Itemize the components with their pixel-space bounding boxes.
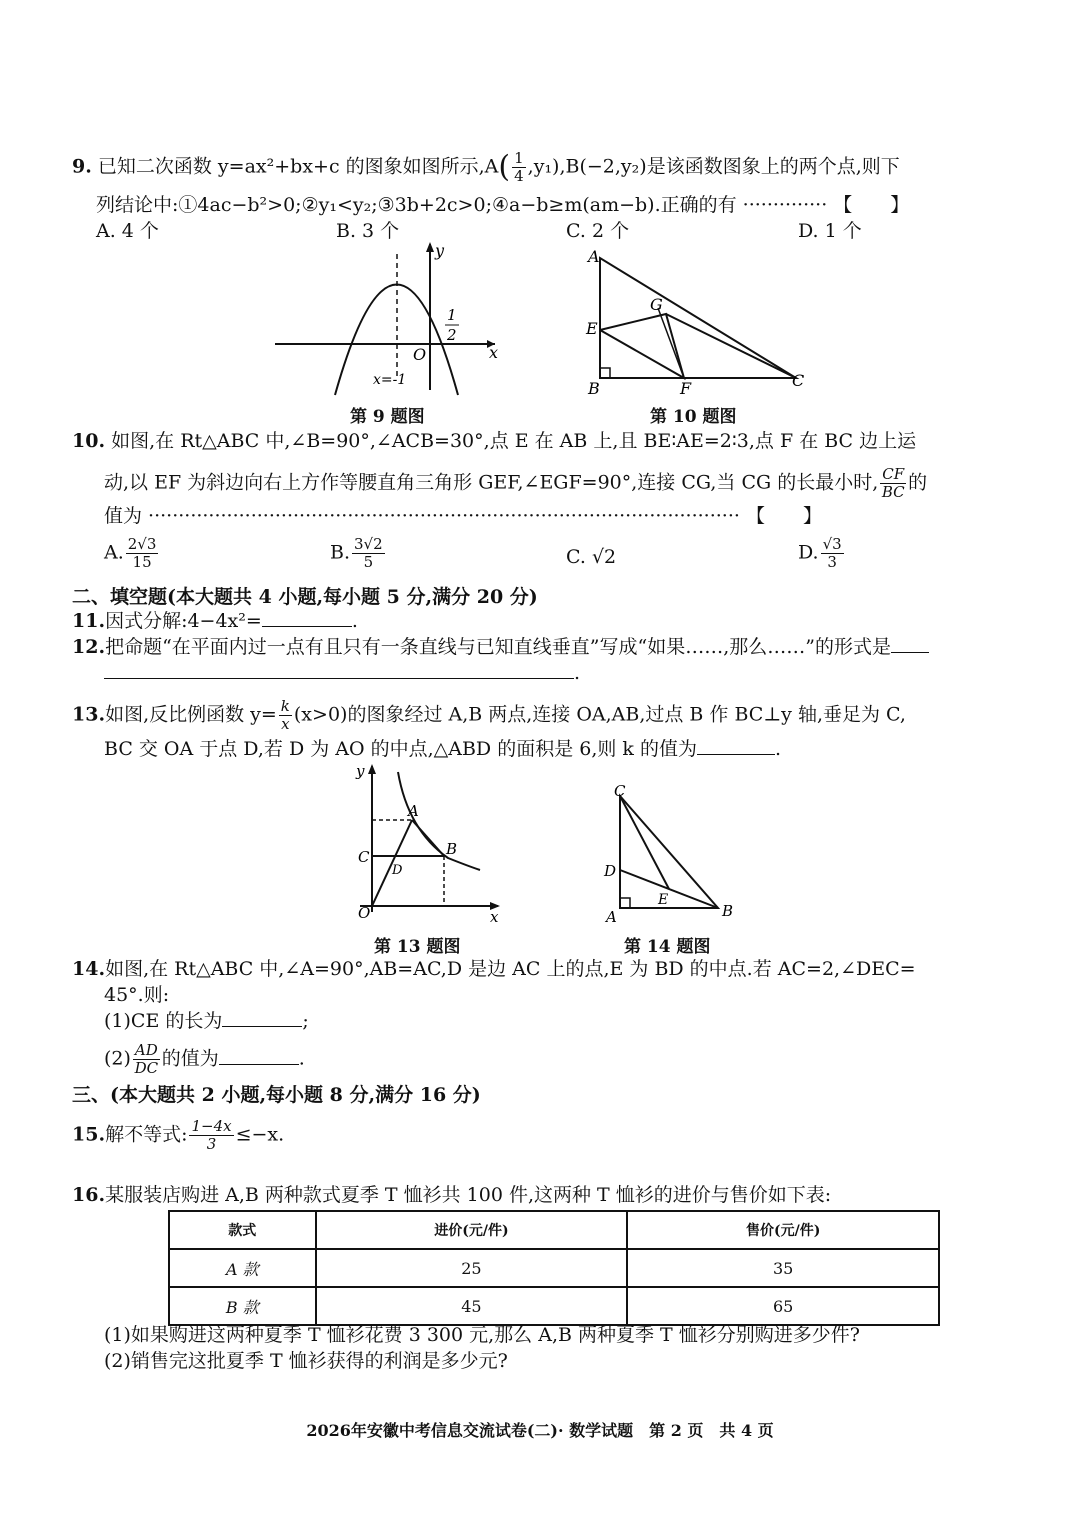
svg-text:C: C xyxy=(358,848,370,866)
q9-figure-parabola xyxy=(275,240,515,400)
svg-text:E: E xyxy=(586,319,598,338)
q12-answer-line: . xyxy=(104,660,580,686)
y-axis-label: y xyxy=(435,241,445,260)
q10-figure-triangle xyxy=(586,247,826,400)
table-row: A 款 25 35 xyxy=(169,1249,939,1287)
q10-line2: 动,以 EF 为斜边向右上方作等腰直角三角形 GEF,∠EGF=90°,连接 CG,当 CG 的长最小时, $\frac{CF}{BC}$ 的 xyxy=(104,465,928,501)
svg-text:D: D xyxy=(604,862,617,880)
svg-text:G: G xyxy=(650,295,663,314)
q10-number: 10. xyxy=(72,430,106,452)
q10-option-b: B. $\frac{3√2}{5}$ xyxy=(330,535,383,571)
q10-line1: 10. 如图,在 Rt△ABC 中,∠B=90°,∠ACB=30°,点 E 在 AB 上,且 BE∶AE=2∶3,点 F 在 BC 边上运 xyxy=(72,430,917,452)
q10-figure-caption: 第 10 题图 xyxy=(650,407,737,427)
q14-line1: 14.如图,在 Rt△ABC 中,∠A=90°,AB=AC,D 是边 AC 上的点,E 为 BD 的中点.若 AC=2,∠DEC= xyxy=(72,958,916,980)
q11-line: 11.因式分解:4−4x²= . xyxy=(72,610,358,632)
svg-text:F: F xyxy=(680,379,692,398)
q10-line3: 值为 ·································································································· 【 】 xyxy=(104,505,822,527)
svg-text:C: C xyxy=(614,782,626,800)
q10-option-c: C. √2 xyxy=(566,546,617,568)
svg-text:B: B xyxy=(588,379,600,398)
q9-figure-caption: 第 9 题图 xyxy=(350,407,425,427)
svg-text:D: D xyxy=(392,863,403,878)
q16-line: 16.某服装店购进 A,B 两种款式夏季 T 恤衫共 100 件,这两种 T 恤衫的进价与售价如下表: xyxy=(72,1184,832,1206)
svg-text:A: A xyxy=(408,802,419,820)
q12-line: 12.把命题“在平面内过一点有且只有一条直线与已知直线垂直”写成“如果……,那么……”的形式是 xyxy=(72,634,929,660)
x-axis-label: x xyxy=(489,343,499,362)
q14-figure-triangle xyxy=(600,784,740,924)
section-2-heading: 二、填空题(本大题共 4 小题,每小题 5 分,满分 20 分) xyxy=(72,586,538,608)
q16-price-table xyxy=(168,1210,940,1326)
q13-figure-hyperbola xyxy=(350,762,510,926)
symmetry-axis-label: x=-1 xyxy=(373,372,407,388)
svg-text:1: 1 xyxy=(447,306,457,324)
svg-text:B: B xyxy=(446,840,458,858)
svg-text:B: B xyxy=(722,902,734,920)
q9-option-c: C. 2 个 xyxy=(566,220,630,242)
q15-line: 15.解不等式: $\frac{1-4x}{3}$ ≤−x. xyxy=(72,1117,285,1153)
q10-option-d: D. $\frac{√3}{3}$ xyxy=(798,535,842,571)
svg-text:2: 2 xyxy=(447,326,457,344)
q13-figure-caption: 第 13 题图 xyxy=(374,937,461,957)
q9-line2: 列结论中:①4ac−b²>0;②y₁<y₂;③3b+2c>0;④a−b≥m(am−b).正确的有 ·············· 【 】 xyxy=(96,194,910,216)
q10-option-a: A. $\frac{2√3}{15}$ xyxy=(104,535,157,571)
page-footer: 2026年安徽中考信息交流试卷(二)· 数学试题 第 2 页 共 4 页 xyxy=(306,1421,774,1440)
q14-sub1: (1)CE 的长为 ; xyxy=(104,1010,309,1032)
svg-text:C: C xyxy=(792,371,805,390)
q14-line2: 45°.则: xyxy=(104,984,170,1006)
svg-text:A: A xyxy=(606,908,617,926)
table-row: B 款 45 65 xyxy=(169,1287,939,1325)
svg-text:y: y xyxy=(356,762,365,780)
table-header-row: 款式 进价(元/件) 售价(元/件) xyxy=(169,1211,939,1249)
q9-option-d: D. 1 个 xyxy=(798,220,862,242)
q14-figure-caption: 第 14 题图 xyxy=(624,937,711,957)
q14-sub2: (2) $\frac{AD}{DC}$ 的值为 . xyxy=(104,1041,305,1077)
q9-option-b: B. 3 个 xyxy=(336,220,400,242)
svg-text:O: O xyxy=(358,904,371,922)
origin-label: O xyxy=(413,345,427,364)
svg-text:A: A xyxy=(588,247,600,266)
section-3-heading: 三、(本大题共 2 小题,每小题 8 分,满分 16 分) xyxy=(72,1084,481,1106)
q9-option-a: A. 4 个 xyxy=(96,220,159,242)
q13-line1: 13.如图,反比例函数 y= $\frac{k}{x}$ (x>0)的图象经过 A,B 两点,连接 OA,AB,过点 B 作 BC⊥y 轴,垂足为 C, xyxy=(72,697,906,733)
q9-number: 9. xyxy=(72,155,92,178)
q13-line2: BC 交 OA 于点 D,若 D 为 AO 的中点,△ABD 的面积是 6,则 k 的值为 . xyxy=(104,738,782,760)
svg-text:E: E xyxy=(658,892,669,908)
svg-text:x: x xyxy=(490,908,499,926)
q9-line1: 9. 已知二次函数 y=ax²+bx+c 的图象如图所示,A( $\frac{1}{4}$ ,y₁),B(−2,y₂)是该函数图象上的两个点,则下 xyxy=(72,149,900,185)
q16-sub2: (2)销售完这批夏季 T 恤衫获得的利润是多少元? xyxy=(104,1350,508,1372)
q16-sub1: (1)如果购进这两种夏季 T 恤衫花费 3 300 元,那么 A,B 两种夏季 T 恤衫分别购进多少件? xyxy=(104,1324,860,1346)
